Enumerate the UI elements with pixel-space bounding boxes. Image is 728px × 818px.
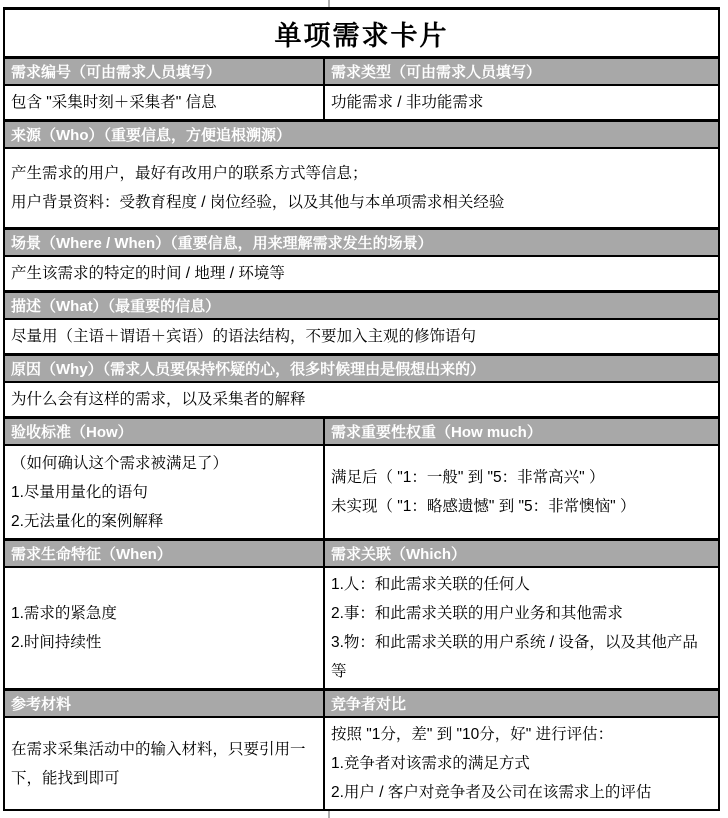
header-req-id: 需求编号（可由需求人员填写）	[11, 64, 222, 81]
acceptance-line-3: 2.无法量化的案例解释	[11, 512, 164, 530]
title-row	[5, 10, 718, 56]
header-row-source	[5, 119, 718, 147]
content-row-reason	[5, 381, 718, 416]
content-acceptance	[5, 446, 323, 538]
content-row-id-type	[5, 84, 718, 119]
source-line-2: 用户背景资料：受教育程度 / 岗位经验，以及其他与本单项需求相关经验	[11, 194, 505, 211]
header-row-id-type	[5, 56, 718, 84]
bottom-edge-strip	[0, 811, 728, 818]
lifecycle-line-2: 2.时间持续性	[11, 634, 102, 651]
content-reference-material	[5, 718, 323, 809]
header-competitor-compare: 竞争者对比	[323, 691, 718, 716]
content-competitor-compare	[323, 718, 718, 809]
content-reason: 为什么会有这样的需求，以及采集者的解释	[11, 391, 306, 408]
header-row-reason	[5, 353, 718, 381]
content-weight	[323, 446, 718, 538]
card-title: 单项需求卡片	[274, 20, 449, 51]
content-req-id: 包含 "采集时刻＋采集者" 信息	[11, 94, 217, 111]
weight-line-1: 满足后（ "1：一般" 到 "5：非常高兴" ）	[331, 469, 605, 486]
header-description-what: 描述（What）（最重要的信息）	[11, 298, 221, 315]
header-source-who: 来源（Who）（重要信息，方便追根溯源）	[11, 127, 291, 144]
acceptance-line-2: 1.尽量用量化的语句	[11, 483, 148, 501]
lifecycle-line-1: 1.需求的紧急度	[11, 605, 117, 622]
header-row-lifecycle-relation	[5, 538, 718, 566]
content-req-type: 功能需求 / 非功能需求	[323, 86, 718, 119]
competitor-line-1: 按照 "1分，差" 到 "10分，好" 进行评估：	[331, 726, 614, 743]
content-row-lifecycle-relation	[5, 566, 718, 688]
content-relation	[323, 568, 718, 688]
header-acceptance-how: 验收标准（How）	[11, 424, 133, 441]
content-description: 尽量用（主语＋谓语＋宾语）的语法结构，不要加入主观的修饰语句	[11, 328, 477, 345]
content-scene: 产生该需求的特定的时间 / 地理 / 环境等	[11, 265, 285, 282]
header-relation-which: 需求关联（Which）	[323, 541, 718, 566]
relation-line-3: 3.物：和此需求关联的用户系统 / 设备，以及其他产品等	[331, 634, 698, 680]
acceptance-line-1: （如何确认这个需求被满足了）	[11, 454, 229, 472]
header-row-reference-competitor	[5, 688, 718, 716]
header-row-scene	[5, 227, 718, 255]
weight-line-2: 未实现（ "1：略感遗憾" 到 "5：非常懊恼" ）	[331, 498, 636, 515]
bottom-edge-divider-line	[328, 811, 330, 818]
header-weight-how-much: 需求重要性权重（How much）	[323, 419, 718, 444]
header-row-acceptance-weight	[5, 416, 718, 444]
reference-line-1: 在需求采集活动中的输入材料，只要引用一下，能找到即可	[11, 740, 306, 787]
content-row-description	[5, 318, 718, 353]
content-row-source	[5, 147, 718, 227]
content-source-who	[5, 149, 718, 227]
relation-line-1: 1.人：和此需求关联的任何人	[331, 576, 530, 593]
header-req-type: 需求类型（可由需求人员填写）	[323, 59, 718, 84]
header-row-description	[5, 290, 718, 318]
content-lifecycle	[5, 568, 323, 688]
header-reference-material: 参考材料	[11, 696, 72, 713]
requirement-card-table	[3, 7, 720, 811]
content-row-reference-competitor	[5, 716, 718, 809]
content-row-acceptance-weight	[5, 444, 718, 538]
top-edge-divider-line	[328, 0, 330, 7]
top-edge-strip	[0, 0, 728, 7]
competitor-line-3: 2.用户 / 客户对竞争者及公司在该需求上的评估	[331, 784, 652, 801]
header-reason-why: 原因（Why）（需求人员要保持怀疑的心，很多时候理由是假想出来的）	[11, 361, 486, 378]
source-line-1: 产生需求的用户，最好有改用户的联系方式等信息；	[11, 165, 368, 182]
relation-line-2: 2.事：和此需求关联的用户业务和其他需求	[331, 605, 623, 622]
header-scene-where-when: 场景（Where / When）（重要信息，用来理解需求发生的场景）	[11, 235, 433, 252]
content-row-scene	[5, 255, 718, 290]
header-lifecycle-when: 需求生命特征（When）	[11, 546, 172, 563]
competitor-line-2: 1.竞争者对该需求的满足方式	[331, 755, 530, 772]
